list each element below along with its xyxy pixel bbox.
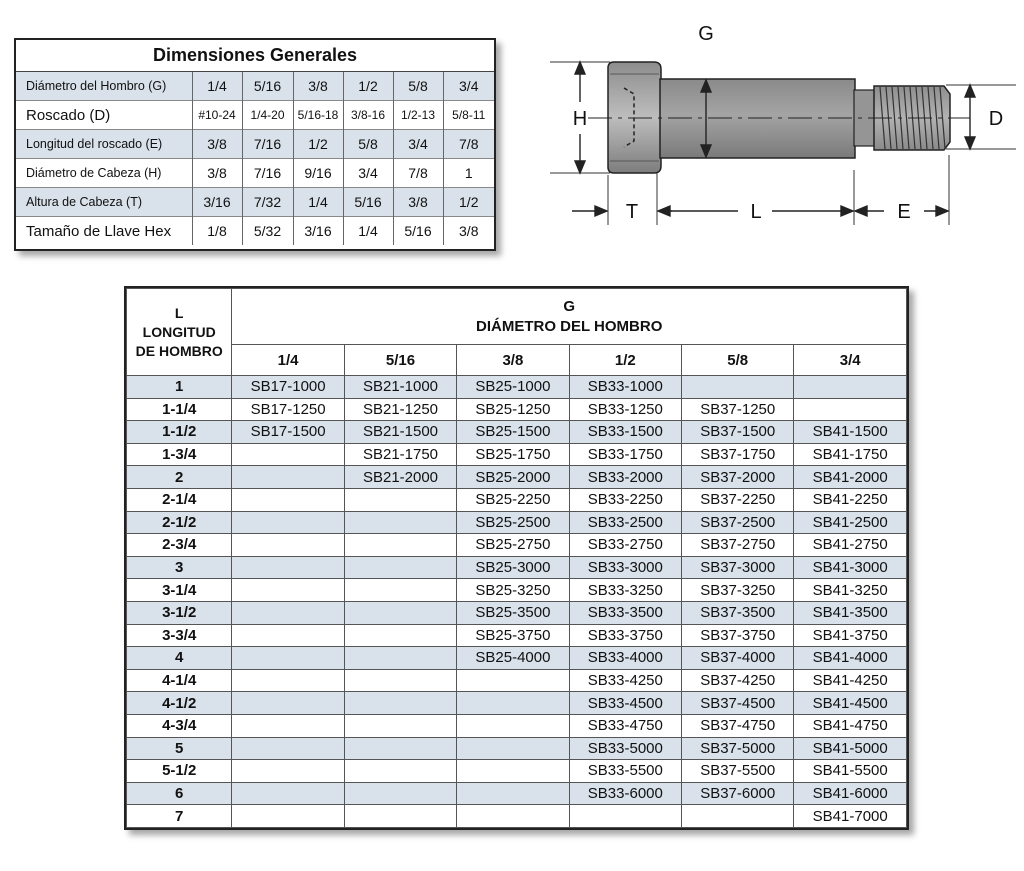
part-number-cell: SB33-5000 [569,737,681,760]
part-number-cell: SB41-4250 [794,669,907,692]
general-row-label: Longitud del roscado (E) [16,130,192,159]
part-number-cell: SB21-1000 [344,376,456,399]
part-number-cell: SB33-1500 [569,421,681,444]
general-value: 1/2-13 [393,101,443,130]
diameter-header: 1/2 [569,345,681,376]
part-number-cell: SB33-1750 [569,443,681,466]
length-cell: 6 [127,782,232,805]
part-number-cell: SB25-1500 [457,421,569,444]
part-number-cell: SB25-3500 [457,601,569,624]
part-number-cell [232,534,344,557]
dim-label-h: H [572,108,588,130]
corner-line-longitud: LONGITUD [142,323,216,340]
part-number-cell: SB17-1250 [232,398,344,421]
part-number-cell: SB33-1250 [569,398,681,421]
part-number-cell [569,805,681,828]
length-cell: 2 [127,466,232,489]
general-value: #10-24 [192,101,242,130]
part-number-cell [457,692,569,715]
part-number-cell: SB41-1500 [794,421,907,444]
part-number-cell: SB37-1750 [682,443,794,466]
part-number-cell: SB37-2500 [682,511,794,534]
part-number-cell: SB25-1750 [457,443,569,466]
part-number-cell [232,737,344,760]
part-row [127,601,907,624]
part-number-cell: SB41-3500 [794,601,907,624]
part-number-cell: SB33-2750 [569,534,681,557]
part-number-cell [232,760,344,783]
part-number-cell [344,488,456,511]
part-row [127,737,907,760]
part-number-cell: SB37-4750 [682,714,794,737]
part-number-cell: SB41-2250 [794,488,907,511]
general-row [16,101,494,130]
general-row [16,130,494,159]
general-row [16,188,494,217]
part-number-cell [344,556,456,579]
general-value: 3/8 [192,130,242,159]
general-value: 1/8 [192,217,242,246]
part-number-cell: SB41-3000 [794,556,907,579]
dim-label-l: L [750,201,762,223]
part-number-cell: SB25-1250 [457,398,569,421]
length-cell: 2-1/2 [127,511,232,534]
part-number-cell: SB25-1000 [457,376,569,399]
part-number-cell: SB17-1500 [232,421,344,444]
length-cell: 3-3/4 [127,624,232,647]
general-value: 3/8 [459,223,479,239]
part-number-cell: SB41-2500 [794,511,907,534]
dim-label-t: T [625,201,639,223]
part-number-cell [682,805,794,828]
part-number-cell [232,805,344,828]
part-number-cell [344,760,456,783]
general-row [16,217,494,246]
general-value: 3/4 [443,72,494,101]
part-number-cell [457,805,569,828]
part-number-cell: SB41-7000 [794,805,907,828]
part-number-cell [232,669,344,692]
length-cell: 4-1/4 [127,669,232,692]
length-cell: 1-3/4 [127,443,232,466]
general-value: 1/4-20 [242,101,293,130]
part-number-cell [344,737,456,760]
length-cell: 1 [127,376,232,399]
general-row-label: Tamaño de Llave Hex [16,217,192,246]
part-number-cell [232,647,344,670]
part-number-cell: SB21-2000 [344,466,456,489]
part-number-cell: SB41-6000 [794,782,907,805]
part-number-cell [794,398,907,421]
part-number-cell: SB33-4250 [569,669,681,692]
part-number-cell [344,692,456,715]
part-number-cell: SB41-1750 [794,443,907,466]
part-row [127,624,907,647]
part-number-cell: SB41-5000 [794,737,907,760]
part-number-cell: SB33-5500 [569,760,681,783]
general-value: 7/8 [443,130,494,159]
length-cell: 5 [127,737,232,760]
part-number-cell [232,714,344,737]
length-cell: 1-1/4 [127,398,232,421]
general-value: 7/16 [242,130,293,159]
part-number-cell: SB21-1250 [344,398,456,421]
part-number-cell: SB33-6000 [569,782,681,805]
general-value: 1/4 [192,72,242,101]
part-number-cell: SB25-3000 [457,556,569,579]
part-number-cell: SB33-3500 [569,601,681,624]
part-number-cell: SB33-3250 [569,579,681,602]
dim-label-e: E [897,201,911,223]
part-row [127,376,907,399]
part-number-cell: SB25-2000 [457,466,569,489]
diameter-header: 3/4 [794,345,907,376]
part-number-table [126,288,907,828]
part-number-cell [344,601,456,624]
length-cell: 2-3/4 [127,534,232,557]
diameter-header: 5/16 [344,345,456,376]
length-cell: 4-3/4 [127,714,232,737]
general-row-label: Diámetro de Cabeza (H) [16,159,192,188]
part-number-cell: SB37-5000 [682,737,794,760]
part-number-cell: SB25-2500 [457,511,569,534]
g-header-title: DIÁMETRO DEL HOMBRO [476,317,663,335]
general-value: 7/16 [242,159,293,188]
general-value: 5/16 [242,72,293,101]
general-value: 3/8 [293,72,343,101]
part-number-cell: SB21-1750 [344,443,456,466]
part-number-cell [344,534,456,557]
general-value: 1/2 [443,188,494,217]
part-number-cell [232,579,344,602]
length-cell: 3-1/4 [127,579,232,602]
part-number-cell [232,556,344,579]
part-number-cell: SB33-4000 [569,647,681,670]
general-value: 9/16 [293,159,343,188]
diameter-header: 3/8 [457,345,569,376]
general-value: 3/8-16 [343,101,393,130]
diameter-header: 5/8 [682,345,794,376]
part-number-cell [232,692,344,715]
part-number-cell [344,624,456,647]
part-number-cell: SB37-3250 [682,579,794,602]
part-number-panel [124,286,909,830]
general-row [16,159,494,188]
part-number-cell: SB41-5500 [794,760,907,783]
dim-label-d: D [988,108,1004,130]
part-number-cell [457,669,569,692]
general-value: 3/8 [192,159,242,188]
part-number-cell: SB33-3750 [569,624,681,647]
part-row [127,760,907,783]
part-number-cell: SB17-1000 [232,376,344,399]
part-number-cell [232,443,344,466]
part-number-cell: SB25-3250 [457,579,569,602]
general-value: 3/16 [293,217,343,246]
part-number-cell [232,511,344,534]
part-number-cell: SB41-4500 [794,692,907,715]
part-number-cell: SB37-3000 [682,556,794,579]
general-value: 1 [464,165,473,181]
part-number-cell: SB33-2500 [569,511,681,534]
part-number-cell: SB37-3500 [682,601,794,624]
part-number-cell: SB37-1500 [682,421,794,444]
part-number-cell [232,488,344,511]
part-row [127,647,907,670]
part-number-cell: SB37-2000 [682,466,794,489]
part-number-cell: SB37-5500 [682,760,794,783]
part-number-cell: SB41-3250 [794,579,907,602]
part-number-cell: SB25-4000 [457,647,569,670]
general-value: 3/16 [192,188,242,217]
part-row [127,534,907,557]
general-dimensions-title: Dimensiones Generales [16,40,494,72]
part-row [127,579,907,602]
part-row [127,398,907,421]
general-value: 1/2 [293,130,343,159]
part-number-cell [344,714,456,737]
part-number-cell [457,760,569,783]
general-value: 5/16 [343,188,393,217]
part-number-cell [344,511,456,534]
general-value: 5/8 [343,130,393,159]
part-number-cell: SB25-3750 [457,624,569,647]
part-number-cell [232,782,344,805]
part-number-cell: SB33-3000 [569,556,681,579]
part-number-cell [794,376,907,399]
general-value: 3/4 [393,130,443,159]
part-number-cell [457,782,569,805]
part-row [127,669,907,692]
corner-line-l: L [174,304,184,321]
part-number-cell [344,669,456,692]
part-row [127,556,907,579]
corner-line-hombro: DE HOMBRO [135,342,223,359]
length-cell: 1-1/2 [127,421,232,444]
part-row [127,488,907,511]
length-cell: 7 [127,805,232,828]
length-cell: 5-1/2 [127,760,232,783]
part-number-cell: SB21-1500 [344,421,456,444]
length-cell: 3-1/2 [127,601,232,624]
part-number-cell [682,376,794,399]
part-number-cell: SB33-2250 [569,488,681,511]
part-number-cell [344,647,456,670]
part-number-cell: SB37-4250 [682,669,794,692]
general-value: 7/8 [393,159,443,188]
part-row [127,782,907,805]
part-row [127,443,907,466]
part-number-cell [457,714,569,737]
part-number-cell: SB41-4000 [794,647,907,670]
general-value: 3/4 [343,159,393,188]
length-column-header [127,289,232,376]
length-cell: 4 [127,647,232,670]
general-dimensions-panel [14,38,496,251]
general-row-label: Roscado (D) [16,101,192,130]
shoulder-bolt-diagram [540,10,1024,250]
general-row-label: Diámetro del Hombro (G) [16,72,192,101]
part-number-cell: SB33-1000 [569,376,681,399]
general-value: 5/8-11 [452,108,486,122]
part-number-cell: SB37-4500 [682,692,794,715]
general-row [16,72,494,101]
part-number-cell: SB37-2250 [682,488,794,511]
part-row [127,511,907,534]
part-row [127,714,907,737]
part-number-cell: SB37-4000 [682,647,794,670]
part-number-cell [344,579,456,602]
length-cell: 4-1/2 [127,692,232,715]
general-value: 5/8 [393,72,443,101]
part-number-cell: SB25-2250 [457,488,569,511]
part-number-cell [344,805,456,828]
part-number-cell: SB37-3750 [682,624,794,647]
part-number-cell: SB41-3750 [794,624,907,647]
part-row [127,692,907,715]
dim-label-g: G [698,23,714,45]
general-value: 5/32 [242,217,293,246]
part-row [127,421,907,444]
general-value: 5/16 [393,217,443,246]
part-number-cell: SB33-2000 [569,466,681,489]
part-number-cell [232,601,344,624]
general-value: 1/2 [343,72,393,101]
part-number-cell: SB41-4750 [794,714,907,737]
part-number-cell: SB37-1250 [682,398,794,421]
part-number-cell: SB37-2750 [682,534,794,557]
general-row-label: Altura de Cabeza (T) [16,188,192,217]
length-cell: 2-1/4 [127,488,232,511]
part-number-cell: SB37-6000 [682,782,794,805]
general-value: 3/8 [393,188,443,217]
general-value: 5/16-18 [293,101,343,130]
general-value: 1/4 [293,188,343,217]
part-number-cell: SB33-4500 [569,692,681,715]
general-dimensions-table [16,72,494,245]
part-number-cell: SB41-2000 [794,466,907,489]
diameter-header: 1/4 [232,345,344,376]
part-row [127,805,907,828]
general-value: 7/32 [242,188,293,217]
part-number-cell [344,782,456,805]
part-number-cell [232,624,344,647]
part-number-cell [457,737,569,760]
length-cell: 3 [127,556,232,579]
g-header-letter: G [563,297,576,315]
part-number-cell [232,466,344,489]
part-number-cell: SB25-2750 [457,534,569,557]
general-value: 1/4 [343,217,393,246]
part-number-cell: SB41-2750 [794,534,907,557]
shoulder-diameter-header [232,289,907,345]
part-number-cell: SB33-4750 [569,714,681,737]
part-row [127,466,907,489]
